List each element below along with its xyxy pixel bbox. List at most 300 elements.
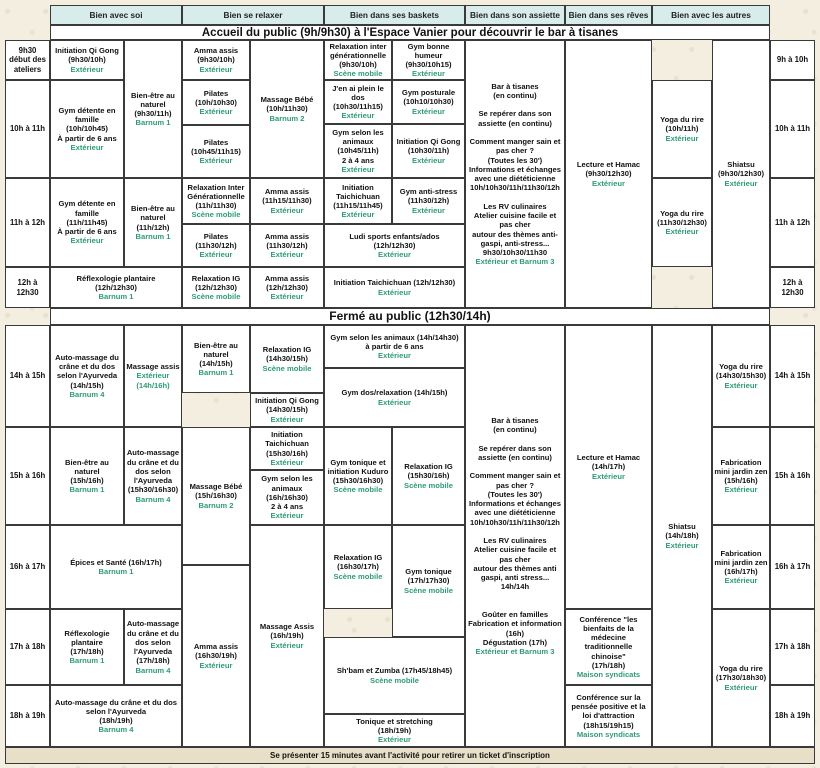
- activity-text: (11h/11h30): [195, 201, 237, 210]
- activity-text: Bar à tisanes: [491, 415, 539, 425]
- activity-location: Extérieur: [724, 380, 758, 390]
- activity-text: (10h/10h30): [195, 97, 237, 107]
- activity-text: (12h/12h30): [195, 282, 237, 292]
- cell-taichichuan-12h: [324, 267, 465, 308]
- activity-text: Shiatsu: [668, 522, 696, 532]
- activity-location: Extérieur: [199, 107, 233, 117]
- activity-text: (15h30/16h30): [332, 476, 384, 485]
- activity-location: Extérieur et Barnum 3: [475, 257, 555, 267]
- activity-text: Relaxation IG: [191, 273, 241, 283]
- activity-text: Gym détente en famille: [58, 199, 116, 218]
- time-label-12h-12h30: 12h à 12h30: [5, 267, 50, 308]
- activity-text: Yoga du rire: [719, 362, 763, 372]
- cell-assiette-matin: [465, 40, 565, 308]
- activity-text: Les RV culinaires: [483, 536, 547, 545]
- activity-text: Bien-être au naturel: [131, 204, 175, 223]
- activity-text: (9h30/10h): [197, 55, 235, 65]
- col-header-bien-dans-ses-reves: Bien dans ses rêves: [565, 5, 652, 25]
- activity-location: Extérieur: [592, 178, 625, 188]
- activity-text: (11h30/12h): [266, 240, 308, 250]
- cell-auto-massage-18h: [50, 685, 182, 747]
- activity-text: Lecture et Hamac: [576, 160, 641, 170]
- activity-location: Extérieur: [724, 485, 758, 495]
- activity-text: autour des thèmes anti gaspi, anti stress...: [473, 563, 557, 582]
- activity-location: Extérieur: [724, 178, 758, 188]
- activity-text: (14h/15h): [70, 380, 104, 390]
- activity-text: Comment manger sain et pas cher ?: [469, 471, 561, 490]
- cell-amma-assis-11h30: [250, 224, 324, 267]
- activity-text: Fabrication et information (16h): [468, 619, 562, 638]
- activity-location: Extérieur: [341, 111, 375, 121]
- activity-location: Barnum 4: [69, 389, 105, 399]
- activity-text: Initiation Taichichuan: [336, 182, 380, 201]
- cell-jardin-zen-16h: [712, 525, 770, 609]
- cell-bien-etre-naturel-14h: [182, 325, 250, 393]
- activity-text: (en continu): [493, 425, 537, 434]
- activity-text: Initiation Qi Gong: [55, 46, 119, 56]
- activity-text: (9h30/10h): [68, 55, 106, 65]
- cell-yoga-rire-14h30: [712, 325, 770, 427]
- activity-text: Amma assis: [264, 231, 310, 241]
- banner-accueil: Accueil du public (9h/9h30) à l'Espace Vanier pour découvrir le bar à tisanes: [50, 25, 770, 40]
- activity-text: Se repérer dans son assiette (en continu): [478, 443, 552, 462]
- activity-text: Atelier cuisine facile et pas cher: [473, 211, 557, 230]
- activity-text: (16h30/17h): [337, 562, 379, 572]
- activity-text: (14h/15h): [199, 359, 233, 368]
- cell-conference-pensee-positive: [565, 685, 652, 747]
- activity-location: Extérieur: [270, 250, 304, 260]
- activity-location: Extérieur: [341, 210, 375, 220]
- activity-text: (Toutes les 30'): [487, 155, 543, 165]
- time-label-17h-18h: 17h à 18h: [5, 609, 50, 685]
- cell-auto-massage-15h30: [124, 427, 182, 525]
- cell-initiation-qi-gong-9h30: [50, 40, 124, 80]
- activity-text: Réflexologie plantaire: [64, 628, 110, 647]
- time-label-right-18h-19h: 18h à 19h: [770, 685, 815, 747]
- activity-text: Relaxation inter générationnelle: [329, 41, 387, 60]
- activity-text: [514, 100, 516, 109]
- cell-taichichuan-11h15: [324, 178, 392, 224]
- activity-text: (15h30/16h30): [127, 485, 179, 495]
- activity-text: Yoga du rire: [660, 208, 704, 218]
- time-label-right-17h-18h: 17h à 18h: [770, 609, 815, 685]
- activity-text: (11h30/12h): [195, 240, 237, 250]
- activity-text: (9h30/12h30): [717, 169, 764, 179]
- activity-location: Extérieur: [270, 457, 304, 467]
- activity-text: Amma assis: [264, 273, 310, 283]
- activity-text: (14h30/15h): [266, 405, 308, 415]
- activity-text: Gym anti-stress: [399, 187, 458, 197]
- activity-text: Informations et échanges avec une diététicienne: [469, 499, 561, 518]
- cell-amma-assis-16h30: [182, 565, 250, 747]
- cell-epices-sante: [50, 525, 182, 609]
- activity-location: Extérieur: [199, 250, 233, 260]
- time-label-11h-12h: 11h à 12h: [5, 178, 50, 267]
- activity-text: Shiatsu: [727, 160, 755, 170]
- activity-location: Scène mobile: [191, 292, 241, 302]
- activity-text: Gym tonique: [405, 567, 452, 577]
- cell-relaxation-ig-16h30: [324, 525, 392, 609]
- activity-location: Maison syndicats: [576, 729, 641, 739]
- activity-text: autour des thèmes anti-gaspi, anti-stress...: [472, 229, 558, 248]
- activity-text: (11h/12h): [136, 222, 170, 232]
- activity-location: Barnum 1: [198, 368, 234, 378]
- activity-text: Conférence "les bienfaits de la médecine traditionnelle chinoise": [579, 614, 638, 661]
- activity-location: Barnum 1: [135, 231, 171, 241]
- activity-text: Gym détente en famille: [58, 105, 116, 125]
- activity-location: Extérieur: [378, 351, 411, 361]
- cell-bien-etre-naturel-9h30: [124, 40, 182, 178]
- activity-text: Conférence sur la pensée positive et la loi d'attraction: [571, 692, 646, 721]
- cell-jardin-zen-15h: [712, 427, 770, 525]
- activity-text: Massage Assis: [259, 622, 315, 632]
- activity-location: Extérieur et Barnum 3: [475, 647, 555, 656]
- activity-location: Barnum 4: [98, 725, 134, 735]
- cell-lecture-hamac-matin: [565, 40, 652, 308]
- activity-text: J'en ai plein le dos: [332, 83, 384, 102]
- activity-text: (18h/19h): [377, 725, 412, 735]
- activity-text: (10h30/11h15): [333, 102, 383, 111]
- activity-text: 9h30/10h30/11h30: [482, 248, 548, 257]
- activity-text: Épices et Santé (16h/17h): [70, 557, 162, 567]
- activity-text: Réflexologie plantaire: [76, 273, 156, 283]
- activity-text: Initiation Qi Gong: [396, 137, 461, 147]
- cell-auto-massage-14h: [50, 325, 124, 427]
- cell-assiette-apres-midi: [465, 325, 565, 747]
- activity-text: Gym selon les animaux: [332, 127, 384, 147]
- cell-yoga-rire-10h: [652, 80, 712, 178]
- activity-text: [514, 601, 516, 610]
- activity-text: Gym dos/relaxation (14h/15h): [341, 388, 448, 398]
- activity-text: (10h/11h): [665, 124, 699, 134]
- time-label-16h-17h: 16h à 17h: [5, 525, 50, 609]
- cell-gym-anti-stress: [392, 178, 465, 224]
- activity-text: (18h15/19h15): [583, 720, 634, 730]
- time-label-14h-15h: 14h à 15h: [5, 325, 50, 427]
- activity-text: Bien-être au naturel: [194, 340, 238, 359]
- activity-location: Scène mobile: [333, 485, 383, 495]
- cell-taichichuan-15h30: [250, 427, 324, 470]
- time-label-right-10h-11h: 10h à 11h: [770, 80, 815, 178]
- cell-gym-detente-10h: [50, 80, 124, 178]
- time-label-right-15h-16h: 15h à 16h: [770, 427, 815, 525]
- cell-shiatsu-apres-midi: [652, 325, 712, 747]
- activity-text: (15h30/16h): [266, 448, 308, 458]
- cell-tonique-stretching: [324, 714, 465, 747]
- activity-text: [514, 434, 516, 443]
- activity-text: À partir de 6 ans: [57, 133, 117, 143]
- activity-location: Scène mobile: [370, 675, 419, 685]
- cell-amma-assis-11h15: [250, 178, 324, 224]
- cell-relaxation-ig-12h: [182, 267, 250, 308]
- col-header-bien-avec-soi: Bien avec soi: [50, 5, 182, 25]
- activity-text: (14h/18h): [665, 531, 699, 541]
- activity-text: Les RV culinaires: [483, 201, 547, 211]
- activity-text: (17h/18h): [70, 647, 104, 656]
- activity-text: (9h30/12h30): [585, 169, 632, 179]
- activity-location: Extérieur: [412, 155, 445, 165]
- cell-qi-gong-14h30: [250, 393, 324, 427]
- cell-massage-assis-16h: [250, 525, 324, 747]
- activity-location: Extérieur: [136, 371, 170, 381]
- cell-gym-animaux-14h: [324, 325, 465, 368]
- activity-text: (14h30/15h): [266, 354, 308, 364]
- activity-text: Se repérer dans son assiette (en continu): [478, 109, 552, 128]
- cell-reflexologie-12h: [50, 267, 182, 308]
- activity-text: Auto-massage du crâne et du dos selon l'Ayurveda: [55, 352, 119, 381]
- cell-gym-detente-11h: [50, 178, 124, 267]
- activity-location: Barnum 1: [69, 656, 105, 666]
- activity-text: (10h/10h45): [66, 124, 108, 134]
- activity-text: Massage Bébé: [189, 482, 243, 492]
- cell-gym-kuduro: [324, 427, 392, 525]
- activity-text: (15h/16h): [724, 476, 758, 485]
- activity-text: Atelier cuisine facile et pas cher: [473, 545, 557, 564]
- activity-text: Pilates: [203, 231, 229, 241]
- activity-text: Dégustation (17h): [482, 637, 548, 647]
- activity-text: Lecture et Hamac: [576, 453, 641, 463]
- cell-pilates-10h45: [182, 125, 250, 178]
- activity-location: Barnum 2: [269, 113, 305, 123]
- activity-text: Bien-être au naturel: [131, 90, 175, 109]
- activity-location: Extérieur: [199, 660, 233, 670]
- activity-text: [514, 592, 516, 601]
- cell-bien-etre-naturel-11h: [124, 178, 182, 267]
- activity-location: Extérieur: [412, 106, 445, 116]
- cell-ludi-sports: [324, 224, 465, 267]
- activity-text: [514, 462, 516, 471]
- activity-location: Extérieur: [378, 250, 411, 260]
- activity-text: Amma assis: [193, 46, 239, 56]
- activity-location: Extérieur: [665, 227, 699, 237]
- cell-amma-assis-9h30: [182, 40, 250, 80]
- activity-text: Sh'bam et Zumba (17h45/18h45): [336, 666, 453, 676]
- activity-location: Scène mobile: [333, 571, 383, 581]
- activity-text: Amma assis: [264, 187, 310, 197]
- time-label-15h-16h: 15h à 16h: [5, 427, 50, 525]
- activity-text: (10h45/11h): [337, 146, 379, 156]
- cell-gym-tonique-17h: [392, 525, 465, 637]
- activity-text: (9h30/10h): [339, 60, 377, 69]
- cell-gym-animaux-10h45: [324, 124, 392, 178]
- activity-text: Massage assis: [126, 362, 180, 372]
- activity-location: (14h/16h): [136, 380, 170, 390]
- activity-location: Extérieur: [70, 64, 104, 74]
- activity-text: Relaxation Inter Générationnelle: [187, 182, 245, 201]
- activity-text: Initiation Qi Gong: [255, 396, 319, 406]
- activity-text: Goûter en familles: [481, 610, 549, 619]
- activity-location: Extérieur: [378, 397, 411, 407]
- cell-relaxation-inter-9h30: [324, 40, 392, 80]
- cell-gym-animaux-16h: [250, 470, 324, 525]
- time-label-right-11h-12h: 11h à 12h: [770, 178, 815, 267]
- activity-location: Scène mobile: [262, 363, 312, 373]
- cell-conference-medecine-chinoise: [565, 609, 652, 685]
- activity-text: Relaxation IG: [262, 345, 312, 355]
- activity-text: Relaxation IG: [333, 553, 383, 563]
- activity-text: (15h/16h): [70, 476, 104, 485]
- activity-text: (en continu): [493, 90, 537, 100]
- activity-text: (18h/19h): [99, 716, 133, 725]
- activity-text: 2 à 4 ans: [341, 155, 375, 165]
- activity-text: Ludi sports enfants/ados: [349, 231, 440, 241]
- activity-location: Extérieur: [341, 164, 375, 174]
- activity-text: [514, 527, 516, 536]
- activity-text: (10h45/11h15): [191, 146, 241, 156]
- activity-text: (Toutes les 30'): [487, 489, 543, 499]
- activity-text: (15h/16h30): [195, 491, 237, 501]
- activity-text: Relaxation IG: [404, 462, 453, 472]
- activity-location: Maison syndicats: [576, 670, 641, 680]
- cell-relaxation-ig-14h30: [250, 325, 324, 393]
- activity-text: à partir de 6 ans: [365, 341, 424, 351]
- activity-text: Yoga du rire: [719, 664, 763, 674]
- activity-location: Barnum 4: [135, 665, 171, 675]
- activity-text: Gym bonne humeur: [407, 41, 450, 60]
- activity-text: [514, 193, 516, 202]
- activity-location: Barnum 1: [69, 485, 105, 495]
- activity-text: Gym selon les animaux (14h/14h30): [330, 332, 459, 342]
- time-label-right-16h-17h: 16h à 17h: [770, 525, 815, 609]
- activity-text: Amma assis: [193, 642, 239, 652]
- activity-text: (11h/11h45): [66, 217, 108, 227]
- activity-text: Bar à tisanes: [491, 81, 539, 91]
- activity-text: (17h/17h30): [407, 576, 450, 586]
- activity-location: Extérieur: [199, 64, 233, 74]
- activity-text: Informations et échanges avec une diététicienne: [469, 164, 561, 183]
- activity-text: (16h30/19h): [195, 651, 237, 661]
- activity-text: (12h/12h30): [95, 282, 137, 292]
- activity-text: Massage Bébé: [260, 95, 314, 105]
- activity-text: [514, 128, 516, 137]
- activity-text: Initiation Taichichuan: [265, 430, 309, 449]
- activity-text: (17h/18h): [136, 656, 170, 666]
- activity-location: Extérieur: [724, 682, 758, 692]
- cell-gym-bonne-humeur: [392, 40, 465, 80]
- activity-location: Barnum 1: [135, 118, 171, 128]
- activity-text: (14h30/15h30): [715, 371, 767, 381]
- activity-text: (10h30/11h): [407, 146, 450, 156]
- activity-text: (11h30/12h): [407, 196, 450, 206]
- cell-relaxation-ig-15h30: [392, 427, 465, 525]
- cell-yoga-rire-17h30: [712, 609, 770, 747]
- activity-text: (11h15/11h30): [262, 196, 312, 206]
- activity-text: Initiation Taichichuan (12h/12h30): [333, 278, 456, 288]
- activity-location: Scène mobile: [404, 480, 453, 490]
- activity-location: Extérieur: [70, 142, 104, 152]
- activity-text: Auto-massage du crâne et du dos selon l'Ayurveda: [126, 448, 180, 485]
- activity-text: 10h/10h30/11h/11h30/12h: [470, 183, 560, 193]
- cell-auto-massage-17h: [124, 609, 182, 685]
- activity-text: (12h/12h30): [373, 240, 416, 250]
- activity-text: Bien-être au naturel: [65, 457, 109, 476]
- time-label-10h-11h: 10h à 11h: [5, 80, 50, 178]
- activity-location: Extérieur: [270, 414, 304, 424]
- activity-location: Extérieur: [378, 735, 411, 745]
- time-label-9h30: 9h30 début des ateliers: [5, 40, 50, 80]
- cell-plein-le-dos: [324, 80, 392, 124]
- activity-location: Barnum 2: [198, 500, 234, 510]
- activity-text: Comment manger sain et pas cher ?: [469, 137, 561, 156]
- activity-text: (17h30/18h30): [715, 673, 767, 683]
- col-header-bien-dans-ses-baskets: Bien dans ses baskets: [324, 5, 465, 25]
- activity-text: 10h/10h30/11h/11h30/12h: [470, 517, 560, 527]
- activity-text: Pilates: [203, 137, 229, 147]
- activity-text: (11h15/11h45): [333, 201, 383, 210]
- activity-location: Extérieur: [270, 511, 304, 521]
- footer-notice: Se présenter 15 minutes avant l'activité pour retirer un ticket d'inscription: [5, 747, 815, 764]
- activity-location: Extérieur: [665, 133, 699, 143]
- activity-location: Extérieur: [724, 576, 758, 586]
- activity-location: Extérieur: [592, 471, 625, 481]
- activity-location: Extérieur: [70, 236, 104, 246]
- activity-text: 2 à 4 ans: [270, 502, 304, 512]
- cell-relaxation-inter-11h: [182, 178, 250, 224]
- activity-text: Fabrication mini jardin zen: [714, 457, 768, 476]
- activity-text: Gym selon les animaux: [261, 474, 313, 493]
- activity-text: (10h10/10h30): [403, 97, 454, 107]
- activity-location: Barnum 4: [135, 494, 171, 504]
- activity-text: 14h/14h: [500, 582, 530, 592]
- cell-gym-posturale: [392, 80, 465, 124]
- activity-location: Scène mobile: [404, 585, 453, 595]
- activity-text: (9h30/11h): [134, 109, 172, 118]
- activity-text: Pilates: [203, 88, 229, 98]
- activity-location: Barnum 1: [98, 292, 134, 302]
- cell-qi-gong-10h30: [392, 124, 465, 178]
- banner-ferme: Fermé au public (12h30/14h): [50, 308, 770, 325]
- col-header-bien-avec-les-autres: Bien avec les autres: [652, 5, 770, 25]
- activity-text: (16h/16h30): [266, 492, 308, 502]
- activity-location: Extérieur: [412, 205, 445, 215]
- activity-text: Gym posturale: [401, 88, 456, 98]
- col-header-bien-dans-son-assiette: Bien dans son assiette: [465, 5, 565, 25]
- activity-location: Extérieur: [270, 292, 304, 302]
- activity-location: Extérieur: [412, 69, 445, 79]
- time-label-right-14h-15h: 14h à 15h: [770, 325, 815, 427]
- activity-text: (10h/11h30): [266, 104, 308, 114]
- activity-location: Extérieur: [199, 156, 233, 166]
- activity-text: (15h30/16h): [407, 471, 450, 481]
- activity-location: Barnum 1: [98, 567, 134, 576]
- activity-text: Gym tonique et initiation Kuduro: [327, 457, 389, 476]
- cell-reflexologie-17h: [50, 609, 124, 685]
- cell-yoga-rire-11h30: [652, 178, 712, 267]
- activity-text: Auto-massage du crâne et du dos selon l'Ayurveda: [126, 619, 180, 656]
- activity-text: (14h/17h): [591, 462, 626, 472]
- activity-text: (17h/18h): [591, 660, 626, 670]
- activity-text: À partir de 6 ans: [57, 227, 117, 237]
- cell-massage-assis-14h: [124, 325, 182, 427]
- cell-gym-dos-relaxation: [324, 368, 465, 427]
- time-label-right-12h-12h30: 12h à 12h30: [770, 267, 815, 308]
- activity-text: Fabrication mini jardin zen: [714, 548, 768, 567]
- activity-text: Auto-massage du crâne et du dos selon l'Ayurveda: [55, 697, 177, 716]
- activity-text: (11h30/12h30): [657, 217, 707, 227]
- time-label-18h-19h: 18h à 19h: [5, 685, 50, 747]
- activity-text: (9h30/10h15): [405, 60, 452, 69]
- activity-location: Extérieur: [665, 540, 699, 550]
- activity-location: Extérieur: [270, 205, 304, 215]
- activity-location: Extérieur: [270, 640, 304, 650]
- activity-location: Scène mobile: [191, 210, 241, 220]
- cell-shiatsu-matin: [712, 40, 770, 308]
- cell-amma-assis-12h: [250, 267, 324, 308]
- time-label-right-9h-10h: 9h à 10h: [770, 40, 815, 80]
- cell-shbam-zumba: [324, 637, 465, 714]
- cell-pilates-11h30: [182, 224, 250, 267]
- activity-text: (16h/17h): [724, 567, 758, 576]
